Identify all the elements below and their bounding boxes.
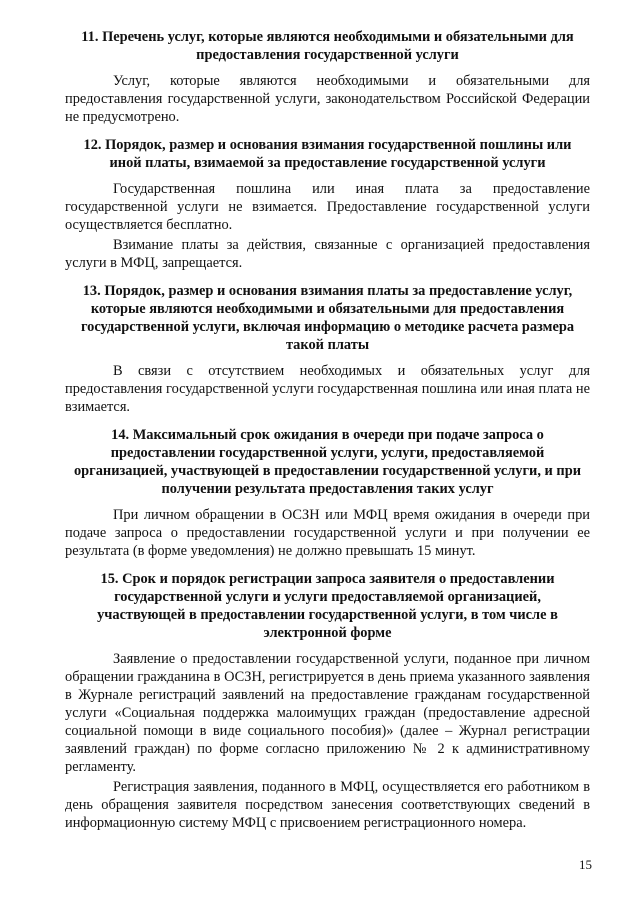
section-12 — [65, 136, 590, 272]
section-14 — [65, 426, 590, 560]
paragraph: Заявление о предоставлении государственной услуги, поданное при личном обращении гражданина в ОСЗН, регистрируется в день приема указанного заявления в Журнале регистраций заявлений на предоставление гражданам государственной услуги «Социальная поддержка малоимущих граждан (предоставление адресной социальной помощи в виде социального пособия)» (далее – Журнал регистрации заявлений граждан) по форме согласно приложению № 2 к административному регламенту. — [65, 651, 590, 775]
paragraph: Услуг, которые являются необходимыми и обязательными для предоставления государственной услуги, законодательством Российской Федерации не предусмотрено. — [65, 73, 590, 125]
section-13 — [65, 282, 590, 416]
section-heading: 14. Максимальный срок ожидания в очереди при подаче запроса о предоставлении государственной услуги, услуги, предоставляемой организацией, участвующей в предоставлении государственной услуги, и при получении результата предоставления таких услуг — [73, 427, 581, 497]
paragraph: Регистрация заявления, поданного в МФЦ, осуществляется его работником в день обращения заявителя посредством занесения соответствующих сведений в информационную систему МФЦ с присвоением регистрационного номера. — [65, 779, 590, 831]
paragraph: Государственная пошлина или иная плата за предоставление государственной услуги не взимается. Предоставление государственной услуги осуществляется бесплатно. — [65, 181, 590, 233]
paragraph: При личном обращении в ОСЗН или МФЦ время ожидания в очереди при подаче запроса о предоставлении государственной услуги и при получении ее результата (в форме уведомления) не должно превышать 15 минут. — [65, 507, 590, 559]
section-15 — [65, 570, 590, 832]
page-number: 15 — [579, 857, 592, 872]
section-heading: 15. Срок и порядок регистрации запроса заявителя о предоставлении государственной услуги и услуги предоставляемой организацией, участвующей в предоставлении государственной услуги, в том числе в электронной форме — [97, 571, 558, 641]
paragraph: Взимание платы за действия, связанные с организацией предоставления услуги в МФЦ, запрещается. — [65, 237, 590, 271]
section-heading: 11. Перечень услуг, которые являются необходимыми и обязательными для предоставления государственной услуги — [81, 29, 574, 63]
paragraph: В связи с отсутствием необходимых и обязательных услуг для предоставления государственной услуги государственная пошлина или иная плата не взимается. — [65, 363, 590, 415]
section-11 — [65, 28, 590, 126]
section-heading: 12. Порядок, размер и основания взимания государственной пошлины или иной платы, взимаемой за предоставление государственной услуги — [83, 137, 572, 171]
section-heading: 13. Порядок, размер и основания взимания платы за предоставление услуг, которые являются необходимыми и обязательными для предоставления государственной услуги, включая информацию о методике расчета размера такой платы — [80, 283, 575, 353]
